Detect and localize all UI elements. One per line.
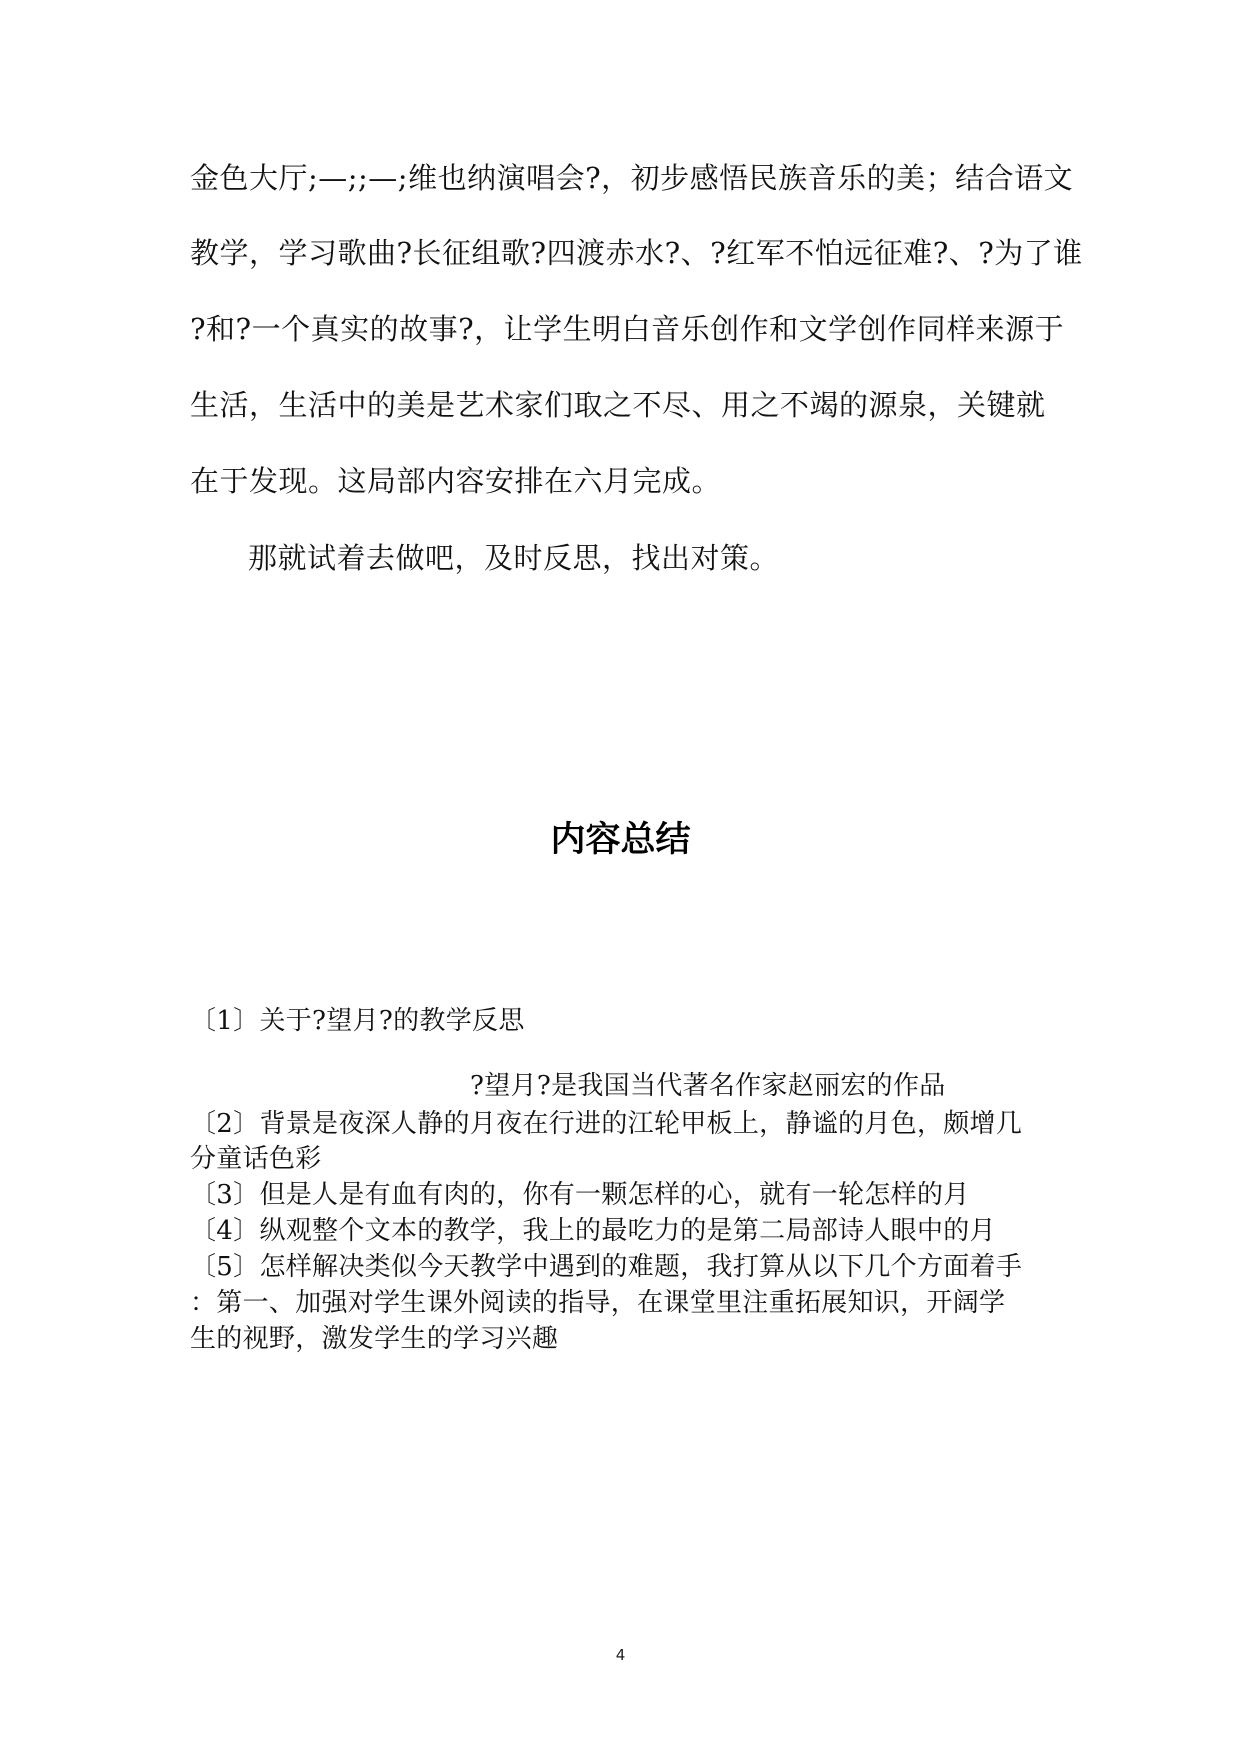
summary-item-2-cont: 分童话色彩	[190, 1144, 322, 1174]
summary-item-5-cont-1: ：第一、加强对学生课外阅读的指导，在课堂里注重拓展知识，开阔学	[190, 1288, 1006, 1318]
summary-item-4: 〔4〕纵观整个文本的教学，我上的最吃力的是第二局部诗人眼中的月	[190, 1216, 996, 1246]
summary-item-3: 〔3〕但是人是有血有肉的，你有一颗怎样的心，就有一轮怎样的月	[190, 1180, 970, 1210]
summary-item-5-cont-2: 生的视野，激发学生的学习兴趣	[190, 1324, 559, 1354]
summary-item-2: 〔2〕背景是夜深人静的月夜在行进的江轮甲板上，静谧的月色，颇增几	[190, 1109, 1023, 1139]
body-line-4: 生活，生活中的美是艺术家们取之不尽、用之不竭的源泉，关键就	[190, 388, 1046, 422]
summary-title: 内容总结	[550, 820, 691, 860]
body-line-5: 在于发现。这局部内容安排在六月完成。	[190, 464, 722, 498]
body-line-2: 教学，学习歌曲?长征组歌?四渡赤水?、?红军不怕远征难?、?为了谁	[190, 236, 1083, 270]
summary-item-5: 〔5〕怎样解决类似今天教学中遇到的难题，我打算从以下几个方面着手	[190, 1252, 1023, 1282]
body-line-1: 金色大厅;—;;—;维也纳演唱会?，初步感悟民族音乐的美；结合语文	[190, 161, 1074, 195]
summary-item-1-detail: ?望月?是我国当代著名作家赵丽宏的作品	[470, 1071, 946, 1101]
page-number: 4	[615, 1646, 626, 1664]
summary-item-1: 〔1〕关于?望月?的教学反思	[190, 1006, 525, 1036]
closing-paragraph: 那就试着去做吧，及时反思，找出对策。	[248, 541, 780, 575]
body-line-3: ?和?一个真实的故事?，让学生明白音乐创作和文学创作同样来源于	[190, 312, 1065, 346]
